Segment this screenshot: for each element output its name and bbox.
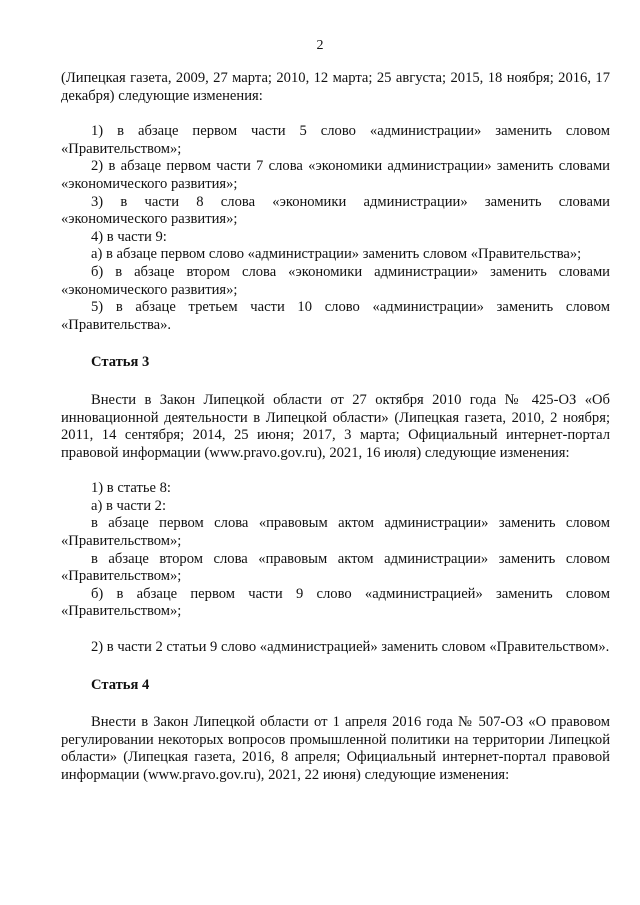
list-item: 2) в части 2 статьи 9 слово «администрацией» заменить словом «Правительством». xyxy=(91,639,610,656)
list-item: б) в абзаце первом части 9 слово «администрацией» заменить словом «Правительством»; xyxy=(61,585,610,620)
list-item: 5) в абзаце третьем части 10 слово «администрации» заменить словом «Правительства». xyxy=(61,299,610,333)
list-item: 1) в абзаце первом части 5 слово «администрации» заменить словом «Правительством»; xyxy=(61,123,610,157)
list-item: 4) в части 9: xyxy=(91,228,167,245)
list-item: 2) в абзаце первом части 7 слова «экономики администрации» заменить словами «экономического развития»; xyxy=(61,158,610,192)
intro-paragraph: (Липецкая газета, 2009, 27 марта; 2010, 12 марта; 25 августа; 2015, 18 ноября; 2016, 17 декабря) следующие изменения: xyxy=(61,70,610,104)
article-4-intro: Внести в Закон Липецкой области от 1 апреля 2016 года № 507-ОЗ «О правовом регулировании некоторых вопросов промышленной политики на территории Липецкой области» (Липецкая газета, 2016, 8 апреля; Официальный интернет-портал правовой информации (www.pravo.gov.ru), 2021, 22 июня) следующие изменения: xyxy=(61,714,610,783)
page-number: 2 xyxy=(316,38,324,53)
list-item: в абзаце первом слова «правовым актом администрации» заменить словом «Правительством»; xyxy=(61,515,610,550)
article-4-heading: Статья 4 xyxy=(91,676,150,693)
list-item: а) в части 2: xyxy=(91,497,167,514)
list-item: 3) в части 8 слова «экономики администрации» заменить словами «экономического развития»; xyxy=(61,193,610,228)
article-3-heading: Статья 3 xyxy=(91,354,150,371)
list-item: а) в абзаце первом слово «администрации» заменить словом «Правительства»; xyxy=(91,246,582,263)
list-item: б) в абзаце втором слова «экономики администрации» заменить словами «экономического развития»; xyxy=(61,263,610,298)
list-item: 1) в статье 8: xyxy=(91,480,171,497)
list-item: в абзаце втором слова «правовым актом администрации» заменить словом «Правительством»; xyxy=(61,550,610,585)
document-body xyxy=(61,70,610,785)
article-3-intro: Внести в Закон Липецкой области от 27 октября 2010 года № 425-ОЗ «Об инновационной деятельности в Липецкой области» (Липецкая газета, 2010, 2 ноября; 2011, 14 сентября; 2014, 25 июня; 2017, 3 марта; Официальный интернет-портал правовой информации (www.pravo.gov.ru), 2021, 16 июля) следующие изменения: xyxy=(61,391,610,461)
